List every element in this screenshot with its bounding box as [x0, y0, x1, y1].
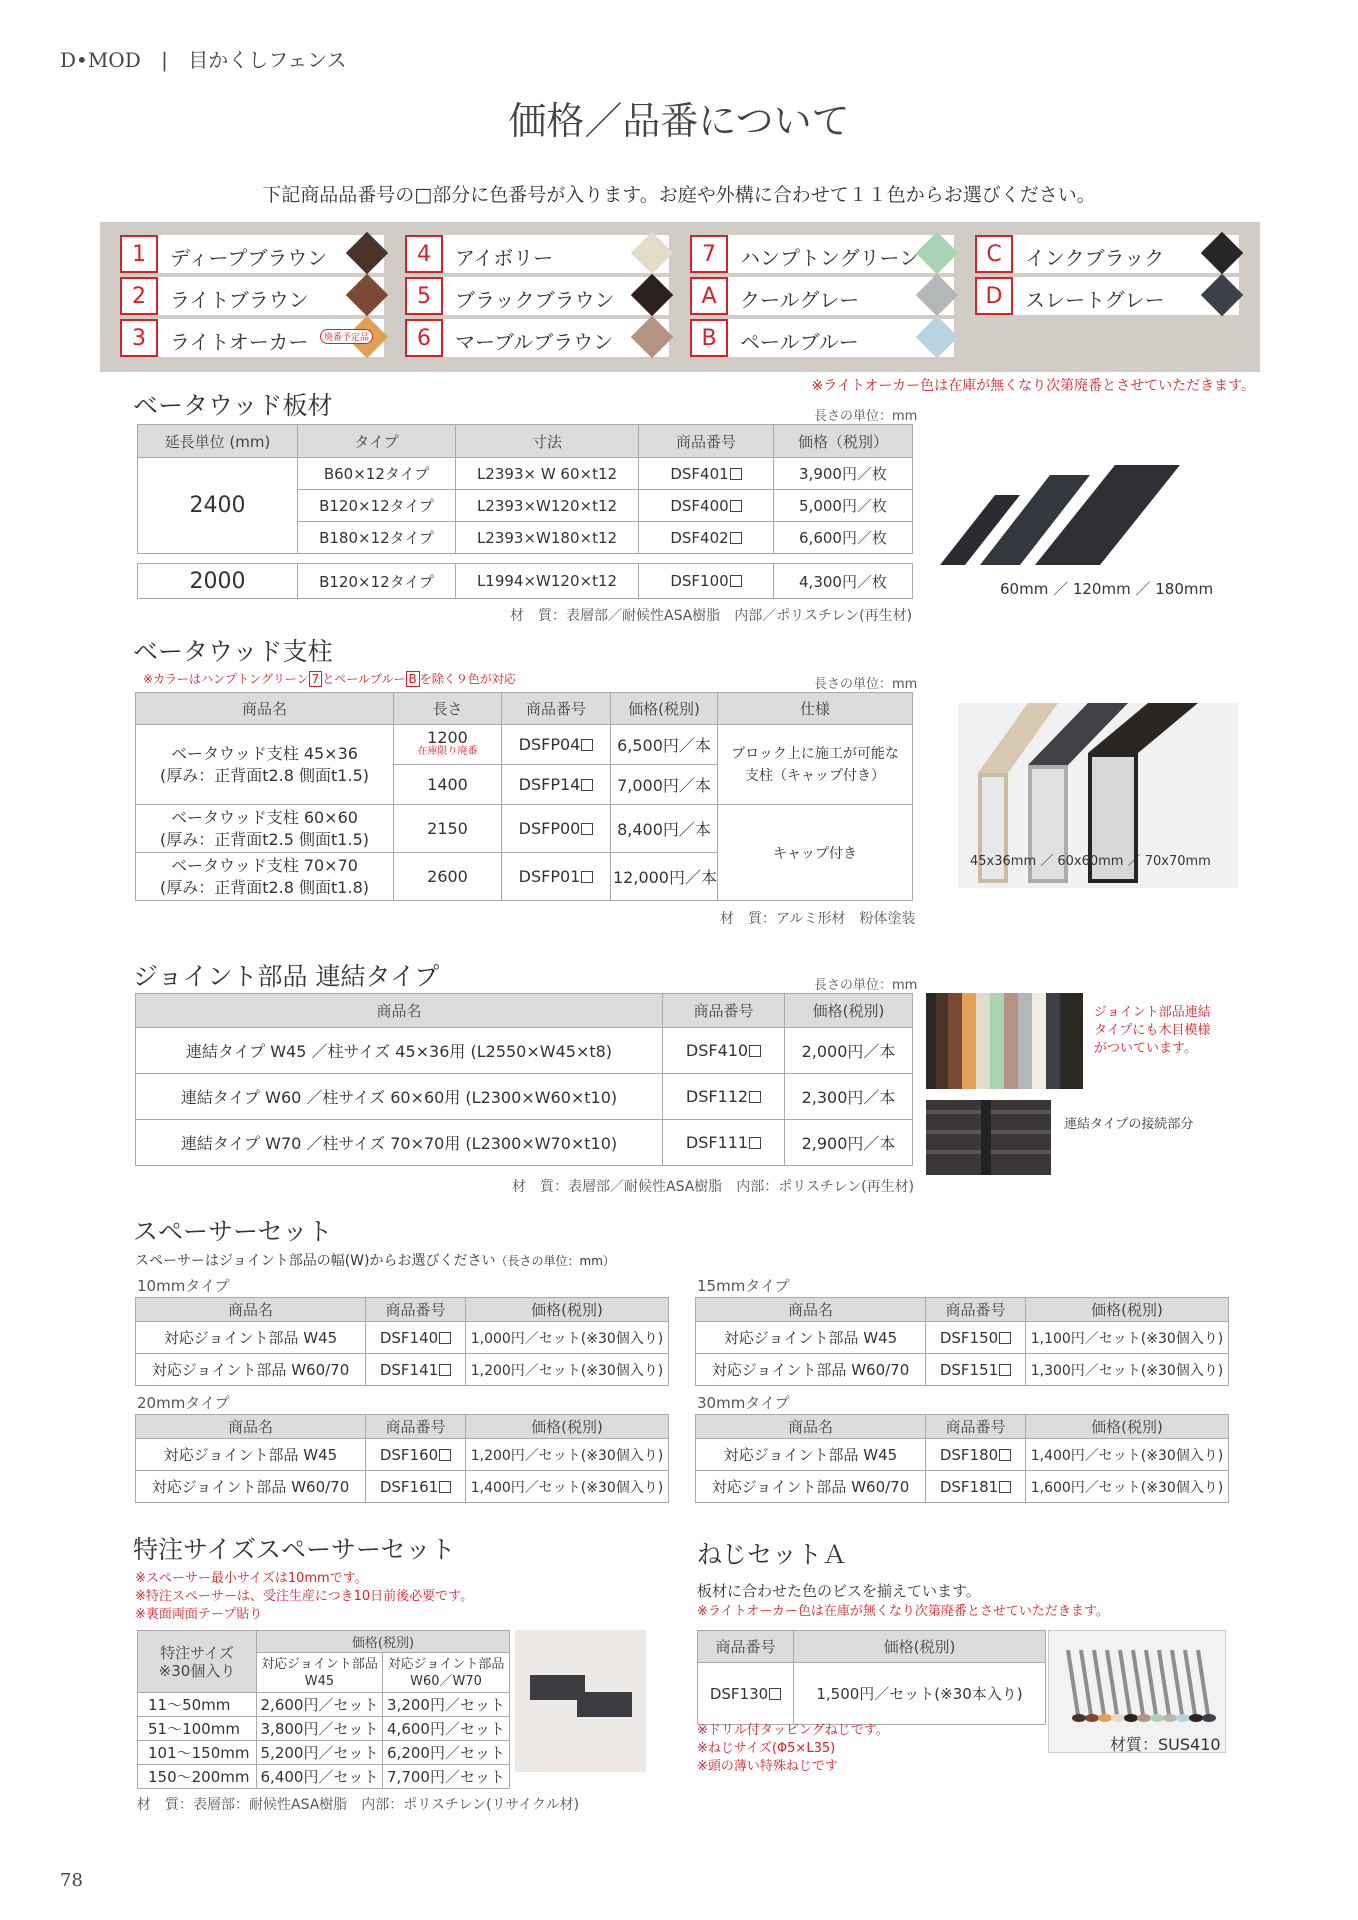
posts-header: 商品番号 [502, 693, 611, 725]
boards-table-2000 [137, 563, 913, 599]
color-note: ※ライトオーカー色は在庫が無くなり次第廃番とさせていただきます。 [811, 378, 1255, 394]
boards-title: ベータウッド板材 [133, 391, 333, 420]
color-code: 5 [405, 277, 443, 315]
color-swatch [631, 274, 673, 316]
boards-length-2400: 2400 [138, 458, 298, 554]
post-length: 2150 [394, 805, 502, 853]
custom-photo [515, 1630, 646, 1772]
color-code: 7 [690, 235, 728, 273]
boards-size: L1994×W120×t12 [456, 564, 639, 599]
post-price: 8,400円／本 [611, 805, 718, 853]
color-chip-7 [690, 235, 954, 273]
joints-header: 商品番号 [663, 994, 785, 1028]
post-spec: ブロック上に施工が可能な 支柱（キャップ付き） [718, 725, 913, 805]
color-name: マーブルブラウン [455, 330, 614, 354]
screws-table: 商品番号 価格(税別) DSF130 1,500円／セット(※30本入り) [697, 1630, 1046, 1725]
brand: D•MOD [60, 48, 141, 72]
joint-price: 2,000円／本 [785, 1028, 913, 1074]
joints-connection-caption: 連結タイプの接続部分 [1064, 1117, 1194, 1132]
post-45x36: ベータウッド支柱 45×36 (厚み：正背面t2.8 側面t1.5) [136, 725, 394, 805]
color-code: C [975, 235, 1013, 273]
color-name: ハンプトングリーン [740, 246, 920, 270]
boards-code [639, 458, 774, 490]
color-chip-5 [405, 277, 669, 315]
color-swatch [916, 232, 958, 274]
post-price: 7,000円／本 [611, 765, 718, 805]
color-chip-4 [405, 235, 669, 273]
color-swatch [346, 274, 388, 316]
joints-color-photo [926, 993, 1083, 1089]
joint-price: 2,900円／本 [785, 1120, 913, 1166]
boards-code [639, 564, 774, 599]
spacers-subtitle: スペーサーはジョイント部品の幅(W)からお選びください（長さの単位：mm） [135, 1253, 615, 1269]
color-name: ライトオーカー [170, 330, 309, 354]
color-chip-A [690, 277, 954, 315]
color-code: 1 [120, 235, 158, 273]
joint-name: 連結タイプ W60 ／柱サイズ 60×60用 (L2300×W60×t10) [136, 1074, 663, 1120]
joints-unit: 長さの単位：mm [814, 978, 918, 993]
spacer-10-table: 商品名 商品番号 価格(税別) 対応ジョイント部品 W45 DSF140 1,000円／セット(※30個入り) 対応ジョイント部品 W60/70 DSF141 1,200円／セット(※30個入り) [135, 1297, 669, 1386]
color-name: ペールブルー [740, 330, 859, 354]
joint-name: 連結タイプ W70 ／柱サイズ 70×70用 (L2300×W70×t10) [136, 1120, 663, 1166]
color-swatch [916, 274, 958, 316]
page-number: 78 [60, 1870, 83, 1891]
boards-code [639, 490, 774, 522]
color-swatch [916, 316, 958, 358]
page-title: 価格／品番について [508, 99, 850, 143]
color-chip-D [975, 277, 1239, 315]
color-name: ディープブラウン [170, 246, 328, 270]
spacer-30-table: 商品名 商品番号 価格(税別) 対応ジョイント部品 W45 DSF180 1,400円／セット(※30個入り) 対応ジョイント部品 W60/70 DSF181 1,600円／セット(※30個入り) [695, 1414, 1229, 1503]
category: 目かくしフェンス [188, 48, 347, 72]
code-text: DSF401 [670, 464, 729, 483]
color-code: 2 [120, 277, 158, 315]
code-text: DSF400 [670, 496, 729, 515]
boards-type: B120×12タイプ [298, 490, 456, 522]
boards-photo [940, 465, 1240, 570]
posts-header: 商品名 [136, 693, 394, 725]
color-swatch [1201, 274, 1243, 316]
posts-material: 材 質：アルミ形材 粉体塗装 [720, 911, 916, 927]
custom-table: 特注サイズ ※30個入り 価格(税別) 対応ジョイント部品 W45 対応ジョイント部品 W60／W70 11～50mm 2,600円／セット 3,200円／セット 51～100mm 3,800円／セット 4,600円／セット 101～150mm 5,200円／セット 6,200円／セット 150～200mm 6,400円／セット 7,700円／セット [137, 1630, 510, 1789]
post-spec: キャップ付き [718, 805, 913, 901]
boards-size: L2393× W 60×t12 [456, 458, 639, 490]
posts-unit: 長さの単位：mm [814, 677, 918, 692]
screws-note: ※ライトオーカー色は在庫が無くなり次第廃番とさせていただきます。 [697, 1604, 1109, 1619]
boards-table [137, 424, 913, 554]
joints-connection-photo [926, 1100, 1051, 1175]
screws-notes: ※ドリル付タッピングねじです。 ※ねじサイズ(Φ5×L35) ※頭の薄い特殊ねじです [697, 1723, 889, 1774]
screws-title: ねじセットＡ [697, 1540, 848, 1569]
boards-type: B120×12タイプ [298, 564, 456, 599]
boards-header: タイプ [298, 425, 456, 458]
color-code: B [690, 319, 728, 357]
joint-price: 2,300円／本 [785, 1074, 913, 1120]
boards-price: 6,600円／枚 [774, 522, 913, 554]
code-text: DSF100 [670, 572, 729, 590]
posts-header: 長さ [394, 693, 502, 725]
custom-title: 特注サイズスペーサーセット [133, 1535, 456, 1564]
posts-table: 商品名 長さ 商品番号 価格(税別) 仕様 ベータウッド支柱 45×36 (厚み：正背面t2.8 側面t1.5) 1200 在庫限り廃番 DSFP04 6,500円／本 ブロック上に施工が可能な 支柱（キャップ付き） 1400 DSFP14 7,000円／本 ベータウッド支柱 60×60 (厚み：正背面t2.5 側面t1.5) 2150 DSFP00 8,400円／本 キャップ付き ベータウッド支柱 70×70 (厚み：正背面t2.8 側面t1.8) 2600 DSFP01 12,000円／本 [135, 692, 913, 901]
discontinue-badge: 廃番予定品 [320, 329, 373, 344]
boards-price: 5,000円／枚 [774, 490, 913, 522]
color-name: スレートグレー [1025, 288, 1165, 312]
boards-code [639, 522, 774, 554]
color-code: D [975, 277, 1013, 315]
joints-title: ジョイント部品 連結タイプ [133, 962, 440, 991]
spacer-30-label: 30mmタイプ [697, 1394, 790, 1412]
color-chip-C [975, 235, 1239, 273]
boards-length-2000: 2000 [138, 564, 298, 599]
color-swatch [346, 232, 388, 274]
color-swatch [1201, 232, 1243, 274]
color-code: A [690, 277, 728, 315]
posts-title: ベータウッド支柱 [133, 637, 333, 666]
color-name: ブラックブラウン [455, 288, 615, 312]
color-swatch [631, 316, 673, 358]
boards-header: 延長単位 (mm) [138, 425, 298, 458]
color-code: 4 [405, 235, 443, 273]
header-separator: | [161, 48, 168, 72]
screws-photo-caption: 材質：SUS410 [1110, 1735, 1221, 1754]
boards-header: 寸法 [456, 425, 639, 458]
color-code: 6 [405, 319, 443, 357]
color-name: アイボリー [455, 246, 554, 270]
boards-size: L2393×W120×t12 [456, 490, 639, 522]
posts-header: 仕様 [718, 693, 913, 725]
post-70x70: ベータウッド支柱 70×70 (厚み：正背面t2.8 側面t1.8) [136, 853, 394, 901]
joints-header: 価格(税別) [785, 994, 913, 1028]
spacers-title: スペーサーセット [133, 1217, 333, 1246]
post-60x60: ベータウッド支柱 60×60 (厚み：正背面t2.5 側面t1.5) [136, 805, 394, 853]
header-brand-line [60, 44, 347, 73]
color-name: クールグレー [740, 288, 860, 312]
boards-header: 価格（税別） [774, 425, 913, 458]
boards-price: 4,300円／枚 [774, 564, 913, 599]
spacer-20-table: 商品名 商品番号 価格(税別) 対応ジョイント部品 W45 DSF160 1,200円／セット(※30個入り) 対応ジョイント部品 W60/70 DSF161 1,400円／セット(※30個入り) [135, 1414, 669, 1503]
color-swatch [631, 232, 673, 274]
boards-unit: 長さの単位：mm [814, 409, 918, 424]
posts-header: 価格(税別) [611, 693, 718, 725]
joints-header: 商品名 [136, 994, 663, 1028]
post-price: 12,000円／本 [611, 853, 718, 901]
code-text: DSF402 [670, 528, 729, 547]
spacer-15-table: 商品名 商品番号 価格(税別) 対応ジョイント部品 W45 DSF150 1,100円／セット(※30個入り) 対応ジョイント部品 W60/70 DSF151 1,300円／セット(※30個入り) [695, 1297, 1229, 1386]
color-name: ライトブラウン [170, 288, 309, 312]
spacer-10-label: 10mmタイプ [137, 1277, 230, 1295]
post-length: 2600 [394, 853, 502, 901]
custom-notes: ※スペーサー最小サイズは10mmです。 ※特注スペーサーは、受注生産につき10日前後必要です。 ※裏面両面テープ貼り [135, 1571, 474, 1622]
color-chip-B [690, 319, 954, 357]
boards-photo-caption: 60mm ／ 120mm ／ 180mm [1000, 580, 1214, 598]
boards-material: 材 質：表層部／耐候性ASA樹脂 内部／ポリスチレン(再生材) [510, 608, 913, 624]
posts-note: ※カラーはハンプトングリーン 7 とペールブルー B を除く９色が対応 [143, 672, 516, 686]
joints-side-note: ジョイント部品連結 タイプにも木目模様 がついています。 [1094, 1005, 1211, 1056]
color-code: 3 [120, 319, 158, 357]
spacer-20-label: 20mmタイプ [137, 1394, 230, 1412]
color-chip-6 [405, 319, 669, 357]
boards-header: 商品番号 [639, 425, 774, 458]
boards-size: L2393×W180×t12 [456, 522, 639, 554]
intro-text: 下記商品品番号の□部分に色番号が入ります。お庭や外構に合わせて１１色からお選びください。 [262, 184, 1096, 206]
spacer-15-label: 15mmタイプ [697, 1277, 790, 1295]
boards-type: B60×12タイプ [298, 458, 456, 490]
boards-type: B180×12タイプ [298, 522, 456, 554]
post-price: 6,500円／本 [611, 725, 718, 765]
boards-price: 3,900円／枚 [774, 458, 913, 490]
post-length: 1400 [394, 765, 502, 805]
joints-table: 商品名 商品番号 価格(税別) 連結タイプ W45 ／柱サイズ 45×36用 (L2550×W45×t8) DSF410 2,000円／本 連結タイプ W60 ／柱サイズ 60×60用 (L2300×W60×t10) DSF112 2,300円／本 連結タイプ W70 ／柱サイズ 70×70用 (L2300×W70×t10) DSF111 2,900円／本 [135, 993, 913, 1166]
color-chip-1 [120, 235, 384, 273]
joints-material: 材 質：表層部／耐候性ASA樹脂 内部：ポリスチレン(再生材) [512, 1179, 915, 1195]
screws-desc: 板材に合わせた色のビスを揃えています。 [697, 1582, 981, 1600]
color-chip-2 [120, 277, 384, 315]
joint-name: 連結タイプ W45 ／柱サイズ 45×36用 (L2550×W45×t8) [136, 1028, 663, 1074]
color-chip-3 [120, 319, 384, 357]
custom-material: 材 質：表層部：耐候性ASA樹脂 内部：ポリスチレン(リサイクル材) [137, 1797, 580, 1813]
posts-photo-caption: 45x36mm ／ 60x60mm ／ 70x70mm [970, 854, 1211, 869]
color-name: インクブラック [1025, 246, 1165, 270]
